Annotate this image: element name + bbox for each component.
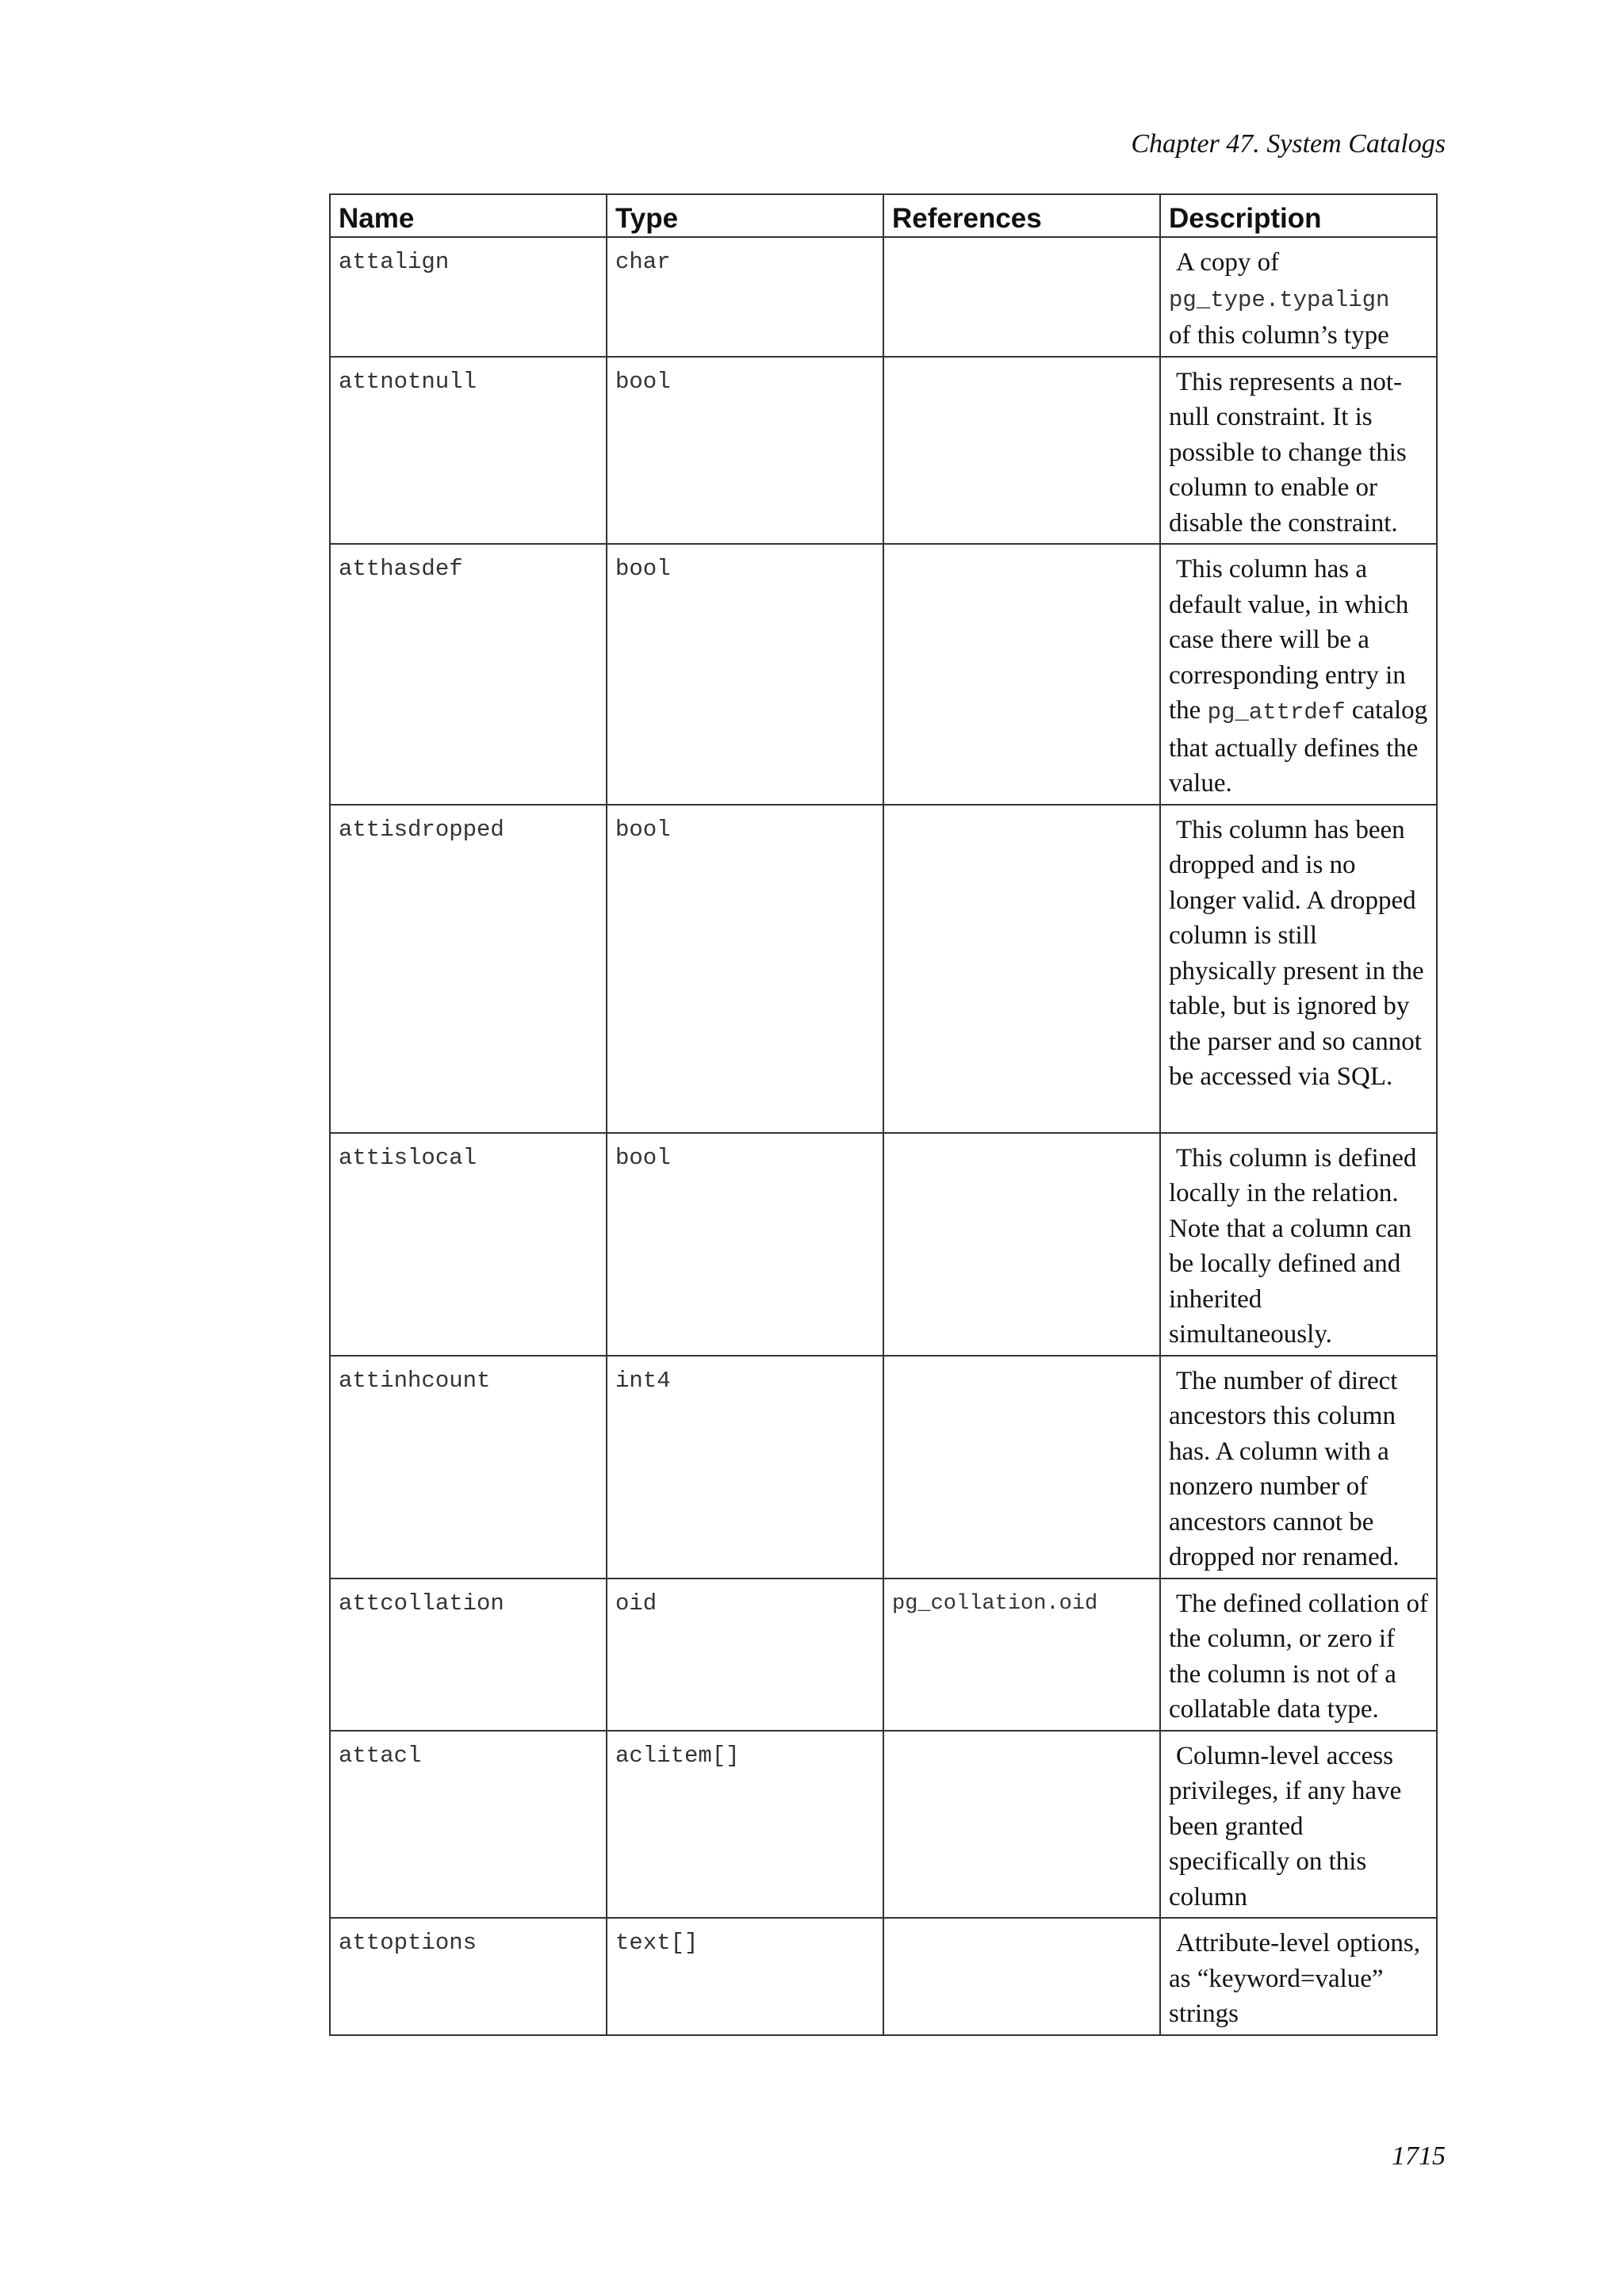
cell-references — [883, 1731, 1160, 1919]
description-text: This column has been dropped and is no longer valid. A dropped column is still physically present in the table, but is ignored by the parser and so cannot be accessed via SQL. — [1169, 815, 1424, 1091]
cell-references — [883, 1918, 1160, 2035]
cell-description — [1160, 1356, 1437, 1578]
description-code: pg_type.typalign — [1169, 286, 1390, 313]
description-text-after: of this column’s type — [1169, 321, 1389, 350]
cell-description — [1160, 1731, 1437, 1919]
cell-references — [883, 357, 1160, 545]
cell-references — [883, 237, 1160, 357]
description-text-after: catalog that actually defines the value. — [1169, 696, 1428, 798]
table-row — [330, 1133, 1437, 1356]
column-header-references: References — [883, 194, 1160, 237]
description-text: A copy of — [1176, 248, 1280, 277]
description-text: Column-level access privileges, if any have been granted specifically on this column — [1169, 1741, 1402, 1911]
description-text: The number of direct ancestors this column has. A column with a nonzero number of ancestors cannot be dropped nor renamed. — [1169, 1366, 1400, 1571]
cell-name: attislocal — [330, 1133, 607, 1356]
cell-name: atthasdef — [330, 544, 607, 805]
cell-description — [1160, 805, 1437, 1133]
cell-type: char — [607, 237, 883, 357]
cell-type: bool — [607, 544, 883, 805]
catalog-columns-table — [329, 193, 1438, 2036]
table-row — [330, 1578, 1437, 1731]
cell-description — [1160, 1578, 1437, 1731]
cell-type: bool — [607, 357, 883, 545]
running-header: Chapter 47. System Catalogs — [1131, 129, 1446, 159]
description-text: This column has a default value, in which case there will be a corresponding entry in the — [1169, 555, 1409, 725]
column-header-name: Name — [330, 194, 607, 237]
cell-description — [1160, 544, 1437, 805]
table-row — [330, 544, 1437, 805]
cell-type: text[] — [607, 1918, 883, 2035]
cell-name: attisdropped — [330, 805, 607, 1133]
cell-type: oid — [607, 1578, 883, 1731]
cell-type: bool — [607, 1133, 883, 1356]
table-row — [330, 1918, 1437, 2035]
table-row — [330, 237, 1437, 357]
cell-references — [883, 1133, 1160, 1356]
page-number: 1715 — [1392, 2141, 1446, 2171]
cell-name: attacl — [330, 1731, 607, 1919]
table-row — [330, 1356, 1437, 1578]
cell-type: int4 — [607, 1356, 883, 1578]
description-text: Attribute-level options, as “keyword=value” strings — [1169, 1929, 1420, 2028]
table-row — [330, 1731, 1437, 1919]
cell-references — [883, 544, 1160, 805]
cell-name: attcollation — [330, 1578, 607, 1731]
column-header-description: Description — [1160, 194, 1437, 237]
cell-description — [1160, 1133, 1437, 1356]
cell-type: bool — [607, 805, 883, 1133]
cell-references — [883, 1356, 1160, 1578]
cell-name: attalign — [330, 237, 607, 357]
description-text: This represents a not-null constraint. It is possible to change this column to enable or disable the constraint. — [1169, 367, 1407, 538]
cell-name: attoptions — [330, 1918, 607, 2035]
table-row — [330, 357, 1437, 545]
table-header-row — [330, 194, 1437, 237]
cell-references: pg_collation.oid — [883, 1578, 1160, 1731]
cell-name: attinhcount — [330, 1356, 607, 1578]
table-row — [330, 805, 1437, 1133]
description-text: The defined collation of the column, or zero if the column is not of a collatable data type. — [1169, 1589, 1428, 1724]
cell-description — [1160, 237, 1437, 357]
cell-description — [1160, 357, 1437, 545]
description-code: pg_attrdef — [1207, 699, 1346, 725]
cell-name: attnotnull — [330, 357, 607, 545]
cell-description — [1160, 1918, 1437, 2035]
description-text: This column is defined locally in the relation. Note that a column can be locally defined and inherited simultaneously. — [1169, 1143, 1417, 1349]
column-header-type: Type — [607, 194, 883, 237]
cell-references — [883, 805, 1160, 1133]
cell-type: aclitem[] — [607, 1731, 883, 1919]
